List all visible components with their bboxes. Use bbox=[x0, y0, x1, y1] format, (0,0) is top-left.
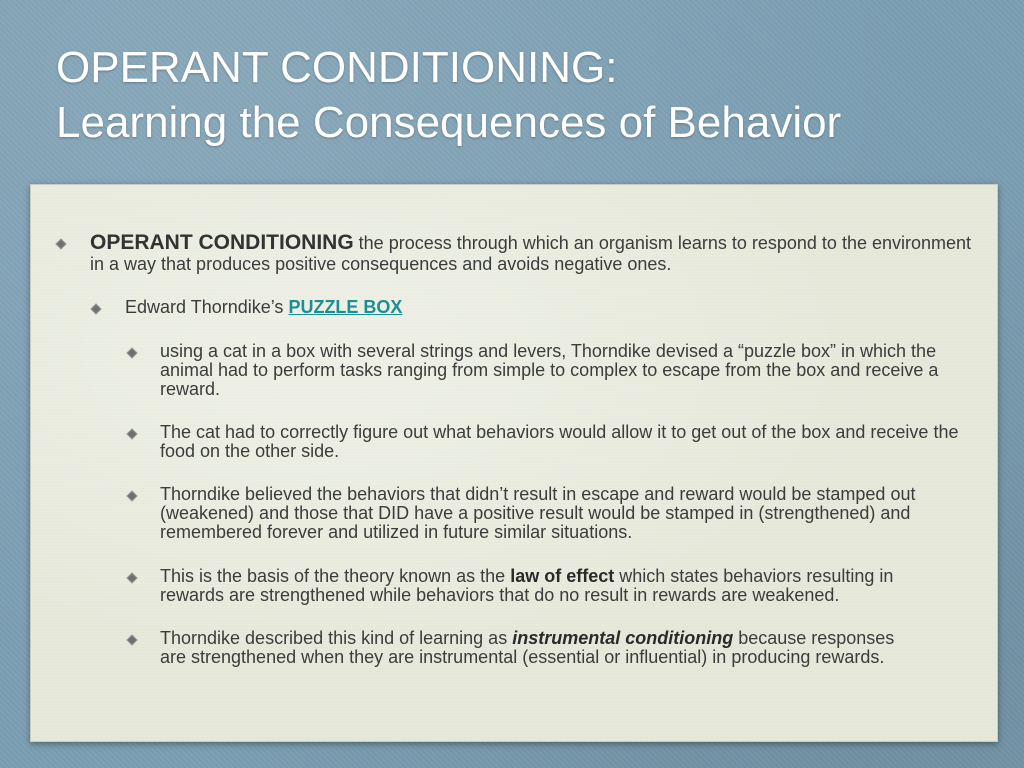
bullet-operant-conditioning bbox=[90, 232, 980, 275]
term-instrumental-conditioning: instrumental conditioning bbox=[512, 628, 734, 648]
slide-title-line-1: OPERANT CONDITIONING: bbox=[56, 43, 618, 92]
definition-operant-conditioning: the process through which an organism learns to respond to the environment in a way that produces positive consequences and avoids negative ones. bbox=[90, 233, 972, 274]
law-of-effect-after: which states behaviors resulting in rewards are strengthened while behaviors that do no result in rewards are weakened. bbox=[160, 566, 894, 605]
term-law-of-effect: law of effect bbox=[510, 566, 615, 586]
law-of-effect-before: This is the basis of the theory known as the bbox=[160, 566, 511, 586]
sub-bullet-law-of-effect bbox=[160, 567, 960, 605]
slide-title bbox=[56, 40, 996, 150]
instrumental-after: because responses are strengthened when they are instrumental (essential or influential) in producing rewards. bbox=[160, 628, 895, 667]
bullet-thorndike-puzzle-box bbox=[125, 298, 975, 317]
sub-bullet-text: using a cat in a box with several strings and levers, Thorndike devised a “puzzle box” in which the animal had to perform tasks ranging from simple to complex to escape from the box and receive a reward. bbox=[160, 341, 939, 399]
sub-bullet-text: Thorndike believed the behaviors that didn’t result in escape and reward would be stamped out (weakened) and those that DID have a positive result would be stamped in (strengthened) and remembered forever and utilized in future similar situations. bbox=[160, 484, 916, 542]
instrumental-before: Thorndike described this kind of learning as bbox=[160, 628, 513, 648]
sub-bullet-text: The cat had to correctly figure out what behaviors would allow it to get out of the box and receive the food on the other side. bbox=[160, 422, 959, 461]
sub-bullet-stamped-in-out bbox=[160, 485, 972, 542]
slide-title-line-2: Learning the Consequences of Behavior bbox=[56, 98, 842, 147]
term-operant-conditioning: OPERANT CONDITIONING bbox=[90, 231, 354, 254]
sub-bullet-instrumental-conditioning bbox=[160, 629, 920, 667]
puzzle-box-link[interactable]: PUZZLE BOX bbox=[288, 297, 403, 317]
thorndike-prefix: Edward Thorndike’s bbox=[125, 297, 289, 317]
sub-bullet-cat-puzzle-box bbox=[160, 342, 960, 399]
sub-bullet-cat-behaviors bbox=[160, 423, 960, 461]
